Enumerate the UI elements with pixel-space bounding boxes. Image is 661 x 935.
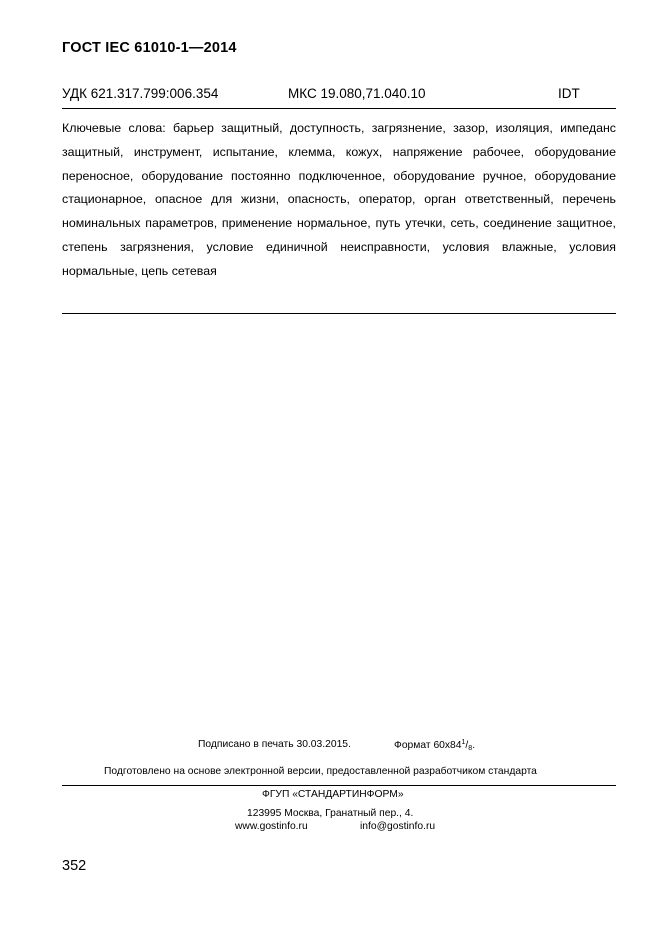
top-divider: [62, 108, 616, 109]
udc-code: УДК 621.317.799:006.354: [62, 86, 219, 101]
imprint-divider: [62, 785, 616, 786]
equivalence-degree: IDT: [558, 86, 580, 101]
publisher-website[interactable]: www.gostinfo.ru: [235, 821, 308, 832]
page-number: 352: [62, 858, 87, 874]
prepared-note: Подготовлено на основе электронной версии, предоставленной разработчиком стандарта: [104, 766, 537, 777]
publisher-email[interactable]: info@gostinfo.ru: [360, 821, 436, 832]
publisher-name: ФГУП «СТАНДАРТИНФОРМ»: [262, 789, 404, 800]
publisher-address: 123995 Москва, Гранатный пер., 4.: [247, 808, 414, 819]
signed-date: Подписано в печать 30.03.2015.: [198, 739, 351, 750]
keywords-divider: [62, 313, 616, 314]
classification-row: [62, 86, 616, 104]
keywords-paragraph: Ключевые слова: барьер защитный, доступность, загрязнение, зазор, изоляция, импеданс защитный, инструмент, испытание, клемма, кожух, напряжение рабочее, оборудование переносное, оборудование постоянно подключенное, оборудование ручное, оборудование стационарное, опасное для жизни, опасность, оператор, орган ответственный, перечень номинальных параметров, применение нормальное, путь утечки, сеть, соединение защитное, степень загрязнения, условие единичной неисправности, условия влажные, условия нормальные, цепь сетевая: [62, 121, 616, 278]
ics-code: МКС 19.080,71.040.10: [288, 86, 426, 101]
standard-designation: ГОСТ IEC 61010-1—2014: [62, 40, 237, 56]
print-format: Формат $60x84^1/_8$.: [394, 739, 476, 752]
